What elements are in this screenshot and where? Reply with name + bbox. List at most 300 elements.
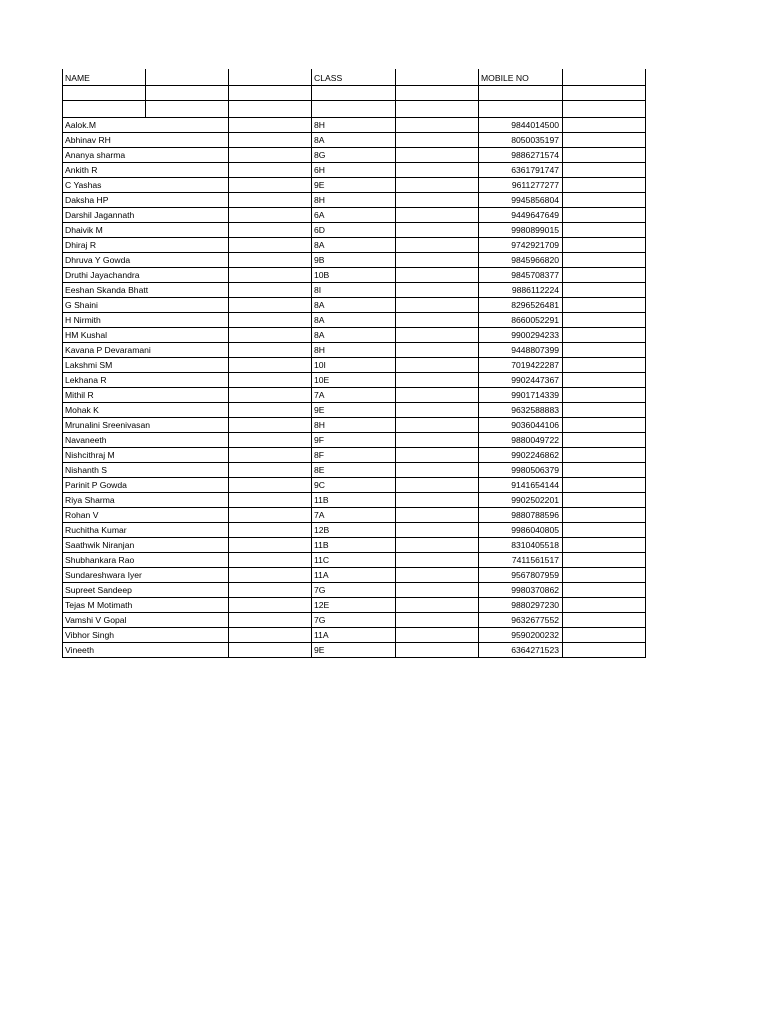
empty-cell [229, 642, 312, 657]
student-mobile [479, 387, 563, 402]
empty-cell [563, 117, 646, 132]
student-mobile-text: 9845708377 [511, 269, 559, 280]
empty-cell [146, 462, 229, 477]
student-name-text: Nishanth S [65, 464, 108, 475]
empty-cell [229, 312, 312, 327]
student-name [63, 642, 146, 657]
student-name-text: Parinit P Gowda [65, 479, 127, 490]
student-name-text: Vineeth [65, 644, 94, 655]
empty-cell [229, 567, 312, 582]
empty-cell [396, 387, 479, 402]
empty-cell [146, 207, 229, 222]
empty-cell [396, 567, 479, 582]
empty-cell [146, 267, 229, 282]
student-mobile [479, 402, 563, 417]
student-name-text: Druthi Jayachandra [65, 269, 140, 280]
empty-cell [563, 222, 646, 237]
student-class [312, 507, 396, 522]
student-mobile-text: 7019422287 [511, 359, 559, 370]
student-mobile [479, 537, 563, 552]
empty-cell [229, 117, 312, 132]
blank-cell [479, 100, 563, 117]
student-name [63, 342, 151, 357]
student-class [312, 357, 396, 372]
student-row [63, 192, 646, 207]
blank-cell [312, 85, 396, 100]
student-name-text: Dhaivik M [65, 224, 103, 235]
empty-cell [563, 207, 646, 222]
student-name [63, 462, 146, 477]
empty-cell [146, 117, 229, 132]
student-mobile [479, 567, 563, 582]
student-mobile [479, 507, 563, 522]
empty-cell [229, 552, 312, 567]
student-name-text: Supreet Sandeep [65, 584, 132, 595]
student-class [312, 312, 396, 327]
blank-cell [563, 100, 646, 117]
student-mobile [479, 282, 563, 297]
empty-cell [229, 147, 312, 162]
student-class-text: 11B [314, 494, 329, 505]
student-name [63, 567, 146, 582]
student-class [312, 162, 396, 177]
empty-cell [146, 567, 229, 582]
student-mobile-text: 9902502201 [511, 494, 559, 505]
student-name-text: H Nirmith [65, 314, 101, 325]
header-blank-cell [396, 69, 479, 85]
student-row [63, 177, 646, 192]
student-mobile [479, 642, 563, 657]
empty-cell [146, 297, 229, 312]
student-mobile-text: 9742921709 [511, 239, 559, 250]
student-name [63, 492, 146, 507]
student-mobile-text: 9980506379 [511, 464, 559, 475]
student-row [63, 642, 646, 657]
empty-cell [146, 387, 229, 402]
student-name [63, 507, 146, 522]
student-name-text: Ananya sharma [65, 149, 126, 160]
student-mobile [479, 327, 563, 342]
empty-cell [396, 477, 479, 492]
empty-cell [396, 402, 479, 417]
student-row [63, 117, 646, 132]
student-mobile [479, 297, 563, 312]
empty-cell [563, 522, 646, 537]
header-class: CLASS [312, 69, 396, 85]
student-class [312, 567, 396, 582]
empty-cell [146, 132, 229, 147]
empty-cell [146, 492, 229, 507]
empty-cell [229, 447, 312, 462]
student-class-text: 9B [314, 254, 325, 265]
student-mobile [479, 177, 563, 192]
student-mobile-text: 9986040805 [511, 524, 559, 535]
student-class [312, 282, 396, 297]
empty-cell [563, 417, 646, 432]
student-class [312, 297, 396, 312]
empty-cell [563, 132, 646, 147]
empty-cell [229, 597, 312, 612]
student-name [63, 327, 146, 342]
empty-cell [563, 312, 646, 327]
empty-cell [146, 582, 229, 597]
empty-cell [396, 192, 479, 207]
student-row [63, 357, 646, 372]
student-name [63, 387, 146, 402]
student-name-text: Vamshi V Gopal [65, 614, 127, 625]
student-mobile [479, 357, 563, 372]
student-name [63, 117, 146, 132]
student-table [62, 69, 646, 658]
student-mobile [479, 222, 563, 237]
student-class-text: 9E [314, 179, 325, 190]
student-name-text: Ankith R [65, 164, 98, 175]
empty-cell [229, 402, 312, 417]
student-mobile-text: 9901714339 [511, 389, 559, 400]
blank-cell [63, 100, 146, 117]
empty-cell [229, 387, 312, 402]
student-row [63, 462, 646, 477]
empty-cell [146, 642, 229, 657]
student-name-text: Riya Sharma [65, 494, 115, 505]
empty-cell [146, 447, 229, 462]
student-row [63, 432, 646, 447]
student-mobile-text: 9902447367 [511, 374, 559, 385]
empty-cell [563, 177, 646, 192]
student-name-text: Abhinav RH [65, 134, 111, 145]
empty-cell [563, 372, 646, 387]
empty-cell [229, 207, 312, 222]
empty-cell [146, 612, 229, 627]
empty-cell [229, 477, 312, 492]
student-mobile [479, 117, 563, 132]
empty-cell [396, 237, 479, 252]
student-row [63, 417, 646, 432]
empty-cell [396, 357, 479, 372]
empty-cell [229, 357, 312, 372]
student-row [63, 282, 646, 297]
student-row [63, 477, 646, 492]
student-row [63, 297, 646, 312]
student-mobile-text: 9880297230 [511, 599, 559, 610]
empty-cell [396, 432, 479, 447]
empty-cell [229, 132, 312, 147]
student-class-text: 8A [314, 299, 325, 310]
student-class [312, 192, 396, 207]
student-mobile [479, 267, 563, 282]
empty-cell [229, 537, 312, 552]
student-name [63, 282, 149, 297]
empty-cell [146, 327, 229, 342]
student-row [63, 147, 646, 162]
student-row [63, 237, 646, 252]
student-class [312, 432, 396, 447]
empty-cell [229, 237, 312, 252]
student-class-text: 7G [314, 614, 326, 625]
empty-cell [396, 417, 479, 432]
student-mobile [479, 597, 563, 612]
student-class [312, 147, 396, 162]
blank-cell [396, 85, 479, 100]
student-class-text: 10B [314, 269, 330, 280]
student-name [63, 552, 146, 567]
student-mobile-text: 9902246862 [511, 449, 559, 460]
empty-cell [229, 327, 312, 342]
empty-cell [563, 267, 646, 282]
student-name-text: Mohak K [65, 404, 99, 415]
empty-cell [229, 282, 312, 297]
empty-cell [563, 432, 646, 447]
empty-cell [229, 177, 312, 192]
student-class [312, 552, 396, 567]
student-name-text: Lekhana R [65, 374, 107, 385]
empty-cell [146, 342, 229, 357]
student-name-text: HM Kushal [65, 329, 108, 340]
student-class-text: 11C [314, 554, 330, 565]
student-name [63, 312, 146, 327]
empty-cell [146, 192, 229, 207]
student-name [63, 402, 146, 417]
student-name [63, 297, 146, 312]
empty-cell [146, 522, 229, 537]
student-name-text: Eeshan Skanda Bhatt [65, 284, 149, 295]
empty-cell [229, 522, 312, 537]
student-class [312, 372, 396, 387]
student-mobile [479, 552, 563, 567]
student-name [63, 252, 146, 267]
empty-cell [146, 477, 229, 492]
student-mobile [479, 492, 563, 507]
empty-cell [396, 267, 479, 282]
empty-cell [146, 507, 229, 522]
blank-cell [146, 100, 229, 117]
student-class-text: 8A [314, 329, 325, 340]
empty-cell [563, 237, 646, 252]
student-name-text: Saathwik Niranjan [65, 539, 135, 550]
student-row [63, 342, 646, 357]
student-class-text: 7A [314, 509, 325, 520]
empty-cell [229, 297, 312, 312]
blank-cell [229, 85, 312, 100]
empty-cell [229, 162, 312, 177]
student-class-text: 6D [314, 224, 325, 235]
student-class-text: 9F [314, 434, 325, 445]
student-mobile-text: 9036044106 [511, 419, 559, 430]
empty-cell [396, 612, 479, 627]
empty-cell [229, 582, 312, 597]
student-mobile [479, 147, 563, 162]
student-mobile-text: 9886112224 [511, 284, 559, 295]
student-class-text: 11A [314, 569, 329, 580]
empty-cell [396, 162, 479, 177]
student-mobile-text: 8310405518 [511, 539, 559, 550]
empty-cell [563, 597, 646, 612]
student-class-text: 9E [314, 644, 325, 655]
empty-cell [563, 282, 646, 297]
empty-cell [396, 642, 479, 657]
student-class [312, 222, 396, 237]
student-name-text: Dhruva Y Gowda [65, 254, 131, 265]
empty-cell [396, 492, 479, 507]
student-row [63, 597, 646, 612]
student-row [63, 492, 646, 507]
student-name [63, 267, 146, 282]
student-class-text: 8A [314, 314, 325, 325]
student-name [63, 237, 146, 252]
student-mobile [479, 207, 563, 222]
student-class [312, 132, 396, 147]
empty-cell [146, 552, 229, 567]
blank-row [63, 85, 646, 100]
empty-cell [146, 597, 229, 612]
student-class [312, 597, 396, 612]
empty-cell [396, 342, 479, 357]
student-mobile-text: 7411561517 [511, 554, 559, 565]
student-name [63, 192, 146, 207]
student-class [312, 342, 396, 357]
student-class [312, 327, 396, 342]
student-mobile-text: 9880049722 [511, 434, 559, 445]
student-class-text: 7A [314, 389, 325, 400]
student-name-text: Navaneeth [65, 434, 107, 445]
student-class [312, 117, 396, 132]
blank-row [63, 100, 646, 117]
empty-cell [396, 447, 479, 462]
student-name-text: Rohan V [65, 509, 99, 520]
empty-cell [563, 492, 646, 507]
student-class-text: 8H [314, 119, 325, 130]
empty-cell [563, 612, 646, 627]
empty-cell [396, 507, 479, 522]
empty-cell [146, 372, 229, 387]
student-name [63, 132, 146, 147]
student-row [63, 222, 646, 237]
empty-cell [229, 492, 312, 507]
empty-cell [563, 507, 646, 522]
student-name [63, 147, 146, 162]
empty-cell [146, 147, 229, 162]
student-mobile-text: 9980370862 [511, 584, 559, 595]
empty-cell [146, 627, 229, 642]
student-mobile [479, 192, 563, 207]
student-class [312, 492, 396, 507]
student-mobile-text: 9886271574 [511, 149, 559, 160]
student-mobile-text: 9945856804 [511, 194, 559, 205]
student-mobile [479, 252, 563, 267]
empty-cell [396, 297, 479, 312]
student-name-text: Shubhankara Rao [65, 554, 135, 565]
student-mobile-text: 9845966820 [511, 254, 559, 265]
student-name [63, 582, 146, 597]
student-class [312, 267, 396, 282]
student-row [63, 537, 646, 552]
student-class [312, 522, 396, 537]
student-mobile-text: 8660052291 [511, 314, 559, 325]
empty-cell [396, 582, 479, 597]
student-class-text: 8F [314, 449, 325, 460]
empty-cell [396, 597, 479, 612]
student-mobile [479, 522, 563, 537]
empty-cell [229, 432, 312, 447]
student-name-text: Nishcithraj M [65, 449, 115, 460]
student-class-text: 10E [314, 374, 330, 385]
student-mobile [479, 582, 563, 597]
empty-cell [229, 267, 312, 282]
empty-cell [563, 567, 646, 582]
empty-cell [146, 432, 229, 447]
empty-cell [146, 312, 229, 327]
student-mobile-text: 9449647649 [511, 209, 559, 220]
blank-cell [563, 85, 646, 100]
student-class-text: 8A [314, 134, 325, 145]
student-row [63, 612, 646, 627]
student-row [63, 582, 646, 597]
empty-cell [396, 252, 479, 267]
student-row [63, 372, 646, 387]
student-class [312, 642, 396, 657]
empty-cell [396, 147, 479, 162]
student-name-text: C Yashas [65, 179, 102, 190]
student-class-text: 8H [314, 344, 325, 355]
student-class-text: 8G [314, 149, 326, 160]
student-mobile [479, 162, 563, 177]
student-class-text: 7G [314, 584, 326, 595]
student-name-text: Darshil Jagannath [65, 209, 135, 220]
student-mobile-text: 8296526481 [511, 299, 559, 310]
student-name-text: Tejas M Motimath [65, 599, 133, 610]
student-row [63, 552, 646, 567]
student-row [63, 627, 646, 642]
empty-cell [146, 222, 229, 237]
student-class [312, 627, 396, 642]
empty-cell [396, 222, 479, 237]
student-class [312, 612, 396, 627]
empty-cell [396, 627, 479, 642]
student-name [63, 477, 146, 492]
student-name [63, 612, 146, 627]
blank-cell [229, 100, 312, 117]
student-name [63, 417, 151, 432]
student-name [63, 207, 146, 222]
student-name [63, 522, 146, 537]
student-name-text: Vibhor Singh [65, 629, 115, 640]
student-class-text: 6A [314, 209, 325, 220]
student-mobile [479, 462, 563, 477]
empty-cell [396, 207, 479, 222]
student-mobile [479, 132, 563, 147]
student-row [63, 207, 646, 222]
student-mobile [479, 312, 563, 327]
student-row [63, 567, 646, 582]
empty-cell [396, 372, 479, 387]
empty-cell [396, 462, 479, 477]
student-contact-sheet [62, 69, 645, 658]
empty-cell [146, 357, 229, 372]
student-name-text: G Shaini [65, 299, 98, 310]
empty-cell [146, 417, 229, 432]
student-row [63, 507, 646, 522]
student-mobile-text: 9880788596 [511, 509, 559, 520]
student-name [63, 177, 146, 192]
empty-cell [563, 582, 646, 597]
student-mobile [479, 432, 563, 447]
blank-cell [146, 85, 229, 100]
student-name-text: Lakshmi SM [65, 359, 113, 370]
student-name-text: Ruchitha Kumar [65, 524, 127, 535]
empty-cell [563, 162, 646, 177]
student-name-text: Kavana P Devaramani [65, 344, 151, 355]
student-mobile-text: 6364271523 [511, 644, 559, 655]
